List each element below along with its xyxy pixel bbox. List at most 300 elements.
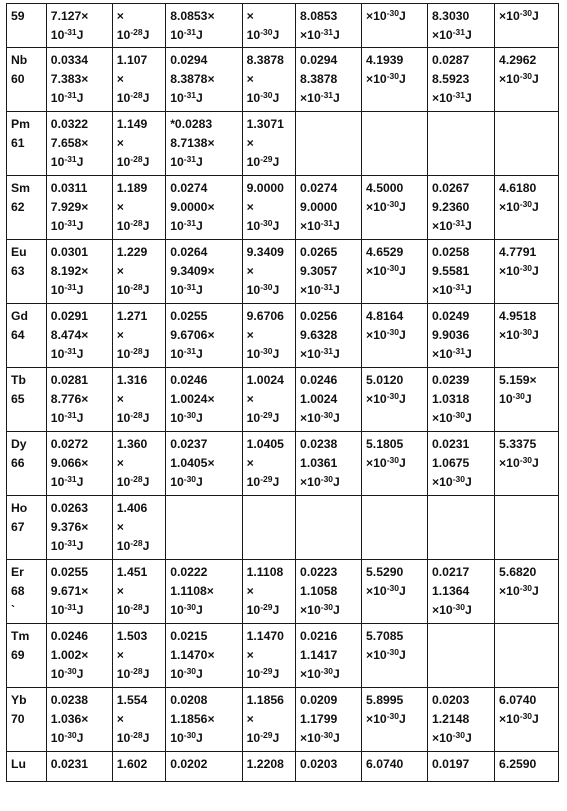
value-cell [495, 432, 559, 496]
cell-line: Sm [11, 181, 30, 195]
cell-line: 0.0291 [50, 309, 89, 323]
cell-line: 1.1108 [246, 565, 284, 579]
cell-line: × [116, 136, 124, 150]
cell-line: 1.0405× [170, 456, 215, 470]
cell-line: 0.0256 [300, 309, 338, 323]
cell-line: $10^{-30}J$ [246, 282, 280, 297]
cell-line: 63 [11, 264, 25, 278]
value-cell [242, 496, 295, 560]
cell-line: 0.0246 [170, 373, 208, 387]
cell-line: $\times 10^{-30}J$ [366, 711, 406, 726]
value-cell [242, 112, 295, 176]
cell-line: 9.3057 [300, 264, 338, 278]
element-cell [7, 176, 47, 240]
value-cell [112, 496, 165, 560]
cell-line: 4.7791 [499, 245, 537, 259]
cell-line: $10^{-31}J$ [170, 154, 203, 169]
cell-line: $10^{-28}J$ [116, 538, 150, 553]
cell-line: 1.229 [116, 245, 148, 259]
cell-line: 9.0000 [246, 181, 284, 195]
cell-line: × [116, 456, 124, 470]
cell-line: × [116, 328, 124, 342]
cell-line: 1.107 [116, 53, 148, 67]
cell-line: 0.0255 [170, 309, 208, 323]
value-cell [242, 304, 295, 368]
cell-line: 67 [11, 520, 25, 534]
cell-line: × [246, 712, 254, 726]
value-cell [495, 496, 559, 560]
table-row [7, 112, 559, 176]
value-cell [296, 48, 362, 112]
cell-line: $\times 10^{-30}J$ [300, 602, 340, 617]
value-cell [112, 624, 165, 688]
cell-line: × [246, 392, 254, 406]
cell-line: $10^{-30}J$ [170, 602, 203, 617]
cell-line: $\times 10^{-30}J$ [366, 263, 406, 278]
table-row [7, 688, 559, 752]
value-cell [495, 176, 559, 240]
cell-line: 1.1856× [170, 712, 215, 726]
cell-line: $10^{-29}J$ [246, 154, 280, 169]
cell-line: 0.0246 [50, 629, 89, 643]
cell-line: 8.3030 [432, 9, 470, 23]
cell-line: $10^{-31}J$ [170, 90, 203, 105]
cell-line: $\times 10^{-30}J$ [432, 474, 472, 489]
cell-line: $10^{-31}J$ [50, 154, 84, 169]
value-cell [296, 752, 362, 782]
cell-line: $10^{-30}J$ [50, 730, 84, 745]
element-cell [7, 304, 47, 368]
cell-line: $\times 10^{-30}J$ [300, 410, 340, 425]
cell-line: 0.0231 [50, 757, 89, 771]
value-cell [112, 4, 165, 48]
cell-line: × [246, 648, 254, 662]
cell-line: $10^{-28}J$ [116, 282, 150, 297]
cell-line: $10^{-31}J$ [50, 282, 84, 297]
cell-line: $\times 10^{-31}J$ [300, 90, 340, 105]
cell-line: 0.0237 [170, 437, 208, 451]
value-cell [112, 432, 165, 496]
cell-line: $\times 10^{-31}J$ [432, 282, 472, 297]
value-cell [46, 688, 112, 752]
value-cell [296, 240, 362, 304]
cell-line: 1.406 [116, 501, 148, 515]
element-cell [7, 752, 47, 782]
cell-line: × [116, 264, 124, 278]
value-cell [46, 752, 112, 782]
cell-line: 0.0267 [432, 181, 470, 195]
cell-line: $10^{-31}J$ [50, 538, 84, 553]
cell-line: $\times 10^{-30}J$ [366, 647, 406, 662]
cell-line: $10^{-28}J$ [116, 218, 150, 233]
cell-line: 0.0223 [300, 565, 338, 579]
cell-line: 0.0203 [432, 693, 470, 707]
table-row [7, 4, 559, 48]
cell-line: $\times 10^{-30}J$ [499, 455, 539, 470]
cell-line: 0.0264 [170, 245, 208, 259]
cell-line: 1.189 [116, 181, 148, 195]
cell-line: 5.6820 [499, 565, 537, 579]
value-cell [362, 688, 428, 752]
value-cell [166, 4, 242, 48]
cell-line: $10^{-31}J$ [50, 27, 84, 42]
cell-line: $10^{-28}J$ [116, 90, 150, 105]
value-cell [296, 368, 362, 432]
cell-line: $10^{-30}J$ [170, 410, 203, 425]
cell-line: $\times 10^{-30}J$ [366, 391, 406, 406]
cell-line: ` [11, 603, 16, 617]
cell-line: × [246, 456, 254, 470]
value-cell [166, 176, 242, 240]
value-cell [428, 624, 495, 688]
cell-line: $10^{-28}J$ [116, 666, 150, 681]
cell-line: 6.0740 [366, 757, 404, 771]
value-cell [242, 176, 295, 240]
cell-line: 0.0263 [50, 501, 89, 515]
cell-line: 4.1939 [366, 53, 404, 67]
cell-line: 64 [11, 328, 25, 342]
cell-line: × [116, 648, 124, 662]
cell-line: 1.1470 [246, 629, 284, 643]
cell-line: × [116, 584, 124, 598]
cell-line: $\times 10^{-30}J$ [432, 410, 472, 425]
cell-line: 1.1108× [170, 584, 214, 598]
cell-line: 62 [11, 200, 25, 214]
cell-line: 1.0405 [246, 437, 284, 451]
cell-line: $\times 10^{-30}J$ [432, 730, 472, 745]
cell-line: 1.1058 [300, 584, 338, 598]
table-row [7, 496, 559, 560]
value-cell [242, 560, 295, 624]
value-cell [362, 432, 428, 496]
cell-line: $10^{-28}J$ [116, 346, 150, 361]
value-cell [296, 304, 362, 368]
cell-line: $10^{-30}J$ [50, 666, 84, 681]
table-row [7, 560, 559, 624]
value-cell [495, 752, 559, 782]
value-cell [166, 560, 242, 624]
cell-line: $\times 10^{-30}J$ [300, 666, 340, 681]
value-cell [112, 240, 165, 304]
cell-line: 8.0853 [300, 9, 338, 23]
value-cell [166, 624, 242, 688]
cell-line: × [116, 72, 124, 86]
cell-line: 7.127× [50, 9, 89, 23]
cell-line: 1.0361 [300, 456, 338, 470]
cell-line: 0.0258 [432, 245, 470, 259]
value-cell [242, 368, 295, 432]
cell-line: $10^{-31}J$ [50, 410, 84, 425]
cell-line: Eu [11, 245, 27, 259]
cell-line: 1.451 [116, 565, 148, 579]
cell-line: 1.1470× [170, 648, 215, 662]
cell-line: 0.0203 [300, 757, 338, 771]
cell-line: × [116, 392, 124, 406]
cell-line: 4.5000 [366, 181, 404, 195]
cell-line: 9.3409× [170, 264, 215, 278]
cell-line: Pm [11, 117, 30, 131]
cell-line: $10^{-31}J$ [50, 602, 84, 617]
cell-line: Er [11, 565, 24, 579]
cell-line: $10^{-30}J$ [170, 730, 203, 745]
cell-line: 6.0740 [499, 693, 537, 707]
value-cell [112, 368, 165, 432]
value-cell [46, 240, 112, 304]
cell-line: $\times 10^{-31}J$ [432, 346, 472, 361]
value-cell [362, 112, 428, 176]
value-cell [428, 688, 495, 752]
cell-line: 9.6706× [170, 328, 215, 342]
cell-line: $10^{-30}J$ [246, 90, 280, 105]
cell-line: 1.2208 [246, 757, 284, 771]
value-cell [362, 304, 428, 368]
cell-line: 0.0246 [300, 373, 338, 387]
cell-line: × [246, 136, 254, 150]
cell-line: Tm [11, 629, 30, 643]
cell-line: $\times 10^{-30}J$ [499, 711, 539, 726]
cell-line: × [246, 72, 254, 86]
data-table [6, 3, 559, 782]
cell-line: 5.3375 [499, 437, 537, 451]
cell-line: $10^{-30}J$ [170, 474, 203, 489]
cell-line: $\times 10^{-30}J$ [499, 583, 539, 598]
cell-line: $\times 10^{-31}J$ [300, 218, 340, 233]
cell-line: $10^{-31}J$ [170, 218, 203, 233]
cell-line: 70 [11, 712, 25, 726]
cell-line: 61 [11, 136, 25, 150]
cell-line: × [116, 520, 124, 534]
value-cell [166, 112, 242, 176]
cell-line: 1.0675 [432, 456, 470, 470]
cell-line: 9.3409 [246, 245, 284, 259]
value-cell [428, 112, 495, 176]
cell-line: $\times 10^{-31}J$ [300, 346, 340, 361]
value-cell [166, 240, 242, 304]
cell-line: 1.149 [116, 117, 148, 131]
cell-line: 5.0120 [366, 373, 404, 387]
cell-line: 8.3878 [300, 72, 338, 86]
table-row [7, 752, 559, 782]
value-cell [112, 304, 165, 368]
cell-line: 8.3878× [170, 72, 215, 86]
table-row [7, 176, 559, 240]
cell-line: 9.2360 [432, 200, 470, 214]
value-cell [112, 176, 165, 240]
value-cell [428, 496, 495, 560]
value-cell [166, 304, 242, 368]
cell-line: 9.0000× [170, 200, 215, 214]
cell-line: 5.7085 [366, 629, 404, 643]
value-cell [166, 368, 242, 432]
cell-line: $\times 10^{-30}J$ [366, 199, 406, 214]
cell-line: 4.2962 [499, 53, 537, 67]
cell-line: 1.316 [116, 373, 148, 387]
cell-line: 1.0024 [246, 373, 284, 387]
cell-line: 65 [11, 392, 25, 406]
value-cell [46, 560, 112, 624]
cell-line: $\times 10^{-30}J$ [499, 263, 539, 278]
table-row [7, 624, 559, 688]
cell-line: $\times 10^{-30}J$ [366, 455, 406, 470]
value-cell [46, 48, 112, 112]
cell-line: $10^{-31}J$ [170, 27, 203, 42]
cell-line: × [246, 584, 254, 598]
value-cell [296, 112, 362, 176]
cell-line: 60 [11, 72, 25, 86]
value-cell [495, 368, 559, 432]
cell-line: 0.0197 [432, 757, 470, 771]
cell-line: × [116, 200, 124, 214]
value-cell [428, 176, 495, 240]
cell-line: $\times 10^{-31}J$ [432, 27, 472, 42]
cell-line: $\times 10^{-30}J$ [300, 474, 340, 489]
cell-line: 7.929× [50, 200, 89, 214]
value-cell [166, 48, 242, 112]
cell-line: × [246, 200, 254, 214]
value-cell [166, 496, 242, 560]
cell-line: $10^{-29}J$ [246, 666, 280, 681]
value-cell [428, 368, 495, 432]
cell-line: $\times 10^{-30}J$ [499, 8, 539, 23]
element-cell [7, 432, 47, 496]
cell-line: 8.474× [50, 328, 89, 342]
cell-line: 1.271 [116, 309, 148, 323]
value-cell [46, 304, 112, 368]
cell-line: 1.0024× [170, 392, 215, 406]
element-cell [7, 560, 47, 624]
value-cell [428, 240, 495, 304]
cell-line: 9.671× [50, 584, 89, 598]
cell-line: Ho [11, 501, 28, 515]
cell-line: 0.0294 [300, 53, 338, 67]
cell-line: $10^{-30}J$ [170, 666, 203, 681]
cell-line: $10^{-28}J$ [116, 602, 150, 617]
cell-line: $10^{-28}J$ [116, 410, 150, 425]
cell-line: $10^{-31}J$ [50, 346, 84, 361]
cell-line: 9.9036 [432, 328, 470, 342]
cell-line: 0.0208 [170, 693, 208, 707]
cell-line: 1.002× [50, 648, 89, 662]
cell-line: 9.5581 [432, 264, 470, 278]
cell-line: Dy [11, 437, 27, 451]
cell-line: $\times 10^{-30}J$ [366, 71, 406, 86]
cell-line: $10^{-30}J$ [499, 391, 532, 406]
cell-line: × [246, 328, 254, 342]
cell-line: 0.0287 [432, 53, 470, 67]
value-cell [242, 48, 295, 112]
cell-line: 0.0301 [50, 245, 89, 259]
value-cell [296, 432, 362, 496]
cell-line: 4.9518 [499, 309, 537, 323]
table-row [7, 304, 559, 368]
cell-line: 0.0209 [300, 693, 338, 707]
element-cell [7, 240, 47, 304]
cell-line: 0.0239 [432, 373, 470, 387]
table-body [7, 4, 559, 782]
value-cell [428, 4, 495, 48]
value-cell [242, 752, 295, 782]
cell-line: 1.2148 [432, 712, 470, 726]
cell-line: 1.360 [116, 437, 148, 451]
cell-line: 0.0202 [170, 757, 208, 771]
value-cell [242, 624, 295, 688]
cell-line: $10^{-30}J$ [246, 346, 280, 361]
cell-line: 0.0238 [300, 437, 338, 451]
value-cell [495, 304, 559, 368]
value-cell [166, 688, 242, 752]
cell-line: $10^{-28}J$ [116, 27, 150, 42]
value-cell [166, 752, 242, 782]
cell-line: 0.0294 [170, 53, 208, 67]
cell-line: 4.6529 [366, 245, 404, 259]
cell-line: $10^{-29}J$ [246, 410, 280, 425]
cell-line: × [246, 9, 254, 23]
element-cell [7, 624, 47, 688]
cell-line: $\times 10^{-30}J$ [499, 199, 539, 214]
cell-line: 5.159× [499, 373, 537, 387]
cell-line: 4.6180 [499, 181, 537, 195]
cell-line: $\times 10^{-31}J$ [432, 90, 472, 105]
cell-line: $\times 10^{-30}J$ [499, 71, 539, 86]
cell-line: 0.0265 [300, 245, 338, 259]
cell-line: 1.1799 [300, 712, 338, 726]
value-cell [428, 432, 495, 496]
cell-line: $10^{-29}J$ [246, 602, 280, 617]
value-cell [495, 560, 559, 624]
cell-line: $10^{-31}J$ [170, 282, 203, 297]
value-cell [46, 368, 112, 432]
cell-line: 9.6328 [300, 328, 338, 342]
cell-line: $\times 10^{-31}J$ [432, 218, 472, 233]
cell-line: 66 [11, 456, 25, 470]
value-cell [296, 496, 362, 560]
cell-line: 1.1417 [300, 648, 338, 662]
element-cell [7, 368, 47, 432]
cell-line: 8.5923 [432, 72, 470, 86]
value-cell [112, 752, 165, 782]
cell-line: $\times 10^{-30}J$ [366, 327, 406, 342]
value-cell [46, 496, 112, 560]
cell-line: 0.0255 [50, 565, 89, 579]
cell-line: $10^{-29}J$ [246, 730, 280, 745]
cell-line: 9.6706 [246, 309, 284, 323]
value-cell [495, 4, 559, 48]
cell-line: 69 [11, 648, 25, 662]
value-cell [495, 624, 559, 688]
element-cell [7, 112, 47, 176]
cell-line: $10^{-31}J$ [50, 90, 84, 105]
cell-line: $\times 10^{-31}J$ [300, 27, 340, 42]
cell-line: Nb [11, 53, 28, 67]
table-row [7, 240, 559, 304]
cell-line: 0.0238 [50, 693, 89, 707]
cell-line: 0.0272 [50, 437, 89, 451]
value-cell [428, 48, 495, 112]
cell-line: *0.0283 [170, 117, 213, 131]
value-cell [362, 240, 428, 304]
cell-line: 1.602 [116, 757, 148, 771]
table-row [7, 48, 559, 112]
element-cell [7, 496, 47, 560]
cell-line: 0.0222 [170, 565, 208, 579]
cell-line: $10^{-28}J$ [116, 474, 150, 489]
cell-line: 1.3071 [246, 117, 284, 131]
table-row [7, 368, 559, 432]
cell-line: $10^{-29}J$ [246, 474, 280, 489]
value-cell [46, 112, 112, 176]
cell-line: 1.1364 [432, 584, 470, 598]
value-cell [362, 624, 428, 688]
